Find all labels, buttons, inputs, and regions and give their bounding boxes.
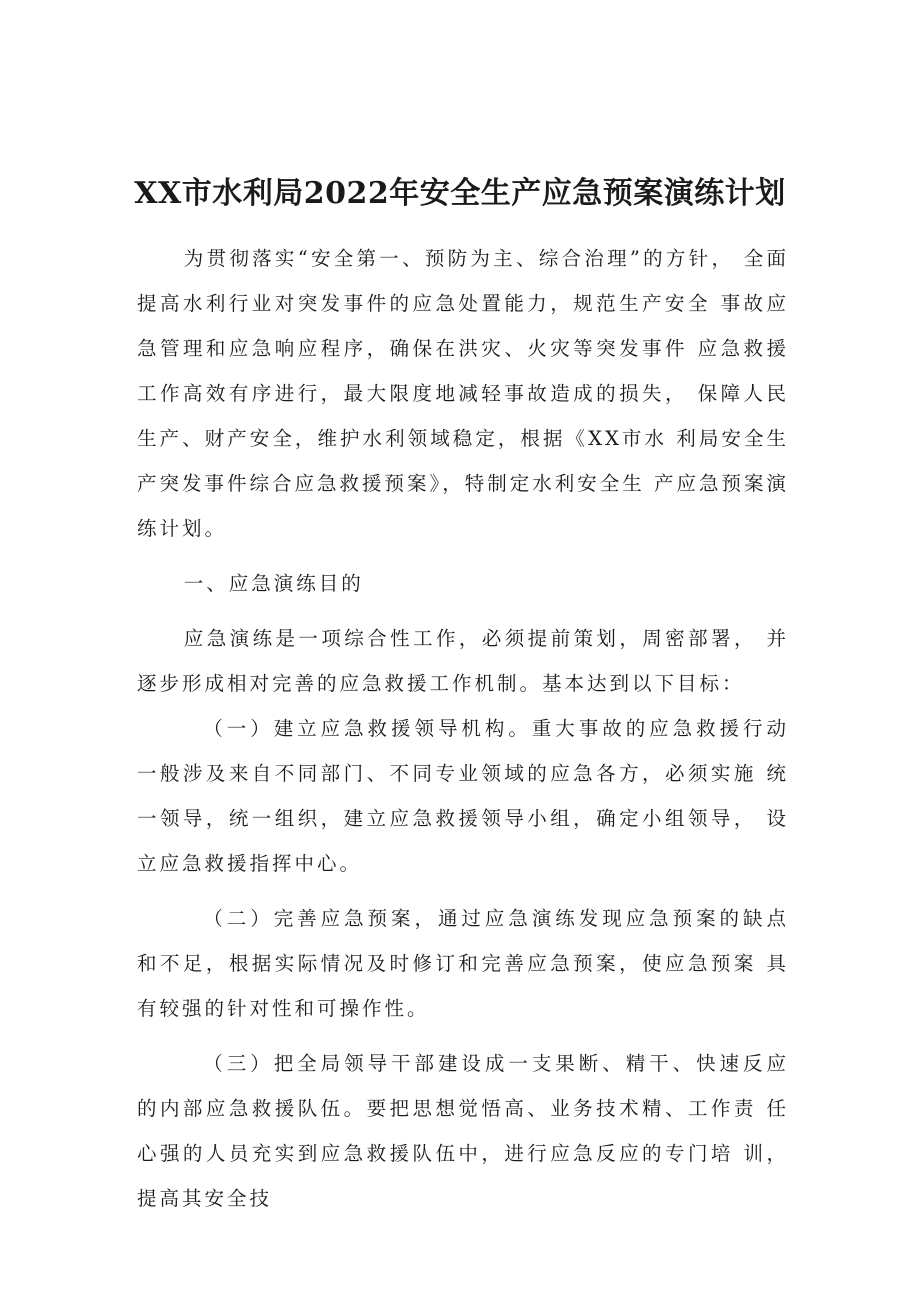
paragraph-item-2: （二）完善应急预案，通过应急演练发现应急预案的缺点 和不足，根据实际情况及时修订和完善应急预案，使应急预案 具有较强的针对性和可操作性。 xyxy=(137,907,789,1020)
section-heading-purpose: 一、应急演练目的 xyxy=(183,572,364,595)
document-body xyxy=(137,236,789,1221)
document-title: XX市水利局2022年安全生产应急预案演练计划 xyxy=(134,176,786,211)
paragraph-item-1: （一）建立应急救援领导机构。重大事故的应急救援行动 一般涉及来自不同部门、不同专业领域的应急各方，必须实施 统一领导，统一组织，建立应急救援领导小组，确定小组领导， 设立应急救援指挥中心。 xyxy=(137,717,789,875)
paragraph-item-3: （三）把全局领导干部建设成一支果断、精干、快速反应 的内部应急救援队伍。要把思想觉悟高、业务技术精、工作责 任心强的人员充实到应急救援队伍中，进行应急反应的专门培 训，提高其安全技 xyxy=(137,1052,789,1210)
paragraph-purpose: 应急演练是一项综合性工作，必须提前策划，周密部署， 并逐步形成相对完善的应急救援工作机制。基本达到以下目标： xyxy=(137,627,789,695)
paragraph-intro: 为贯彻落实“安全第一、预防为主、综合治理”的方针， 全面提高水利行业对突发事件的应急处置能力，规范生产安全 事故应急管理和应急响应程序，确保在洪灾、火灾等突发事件 应急救援工作高效有序进行，最大限度地减轻事故造成的损失， 保障人民生产、财产安全，维护水利领域稳定，根据《XX市水 利局安全生产突发事件综合应急救援预案》，特制定水利安全生 产应急预案演练计划。 xyxy=(137,247,789,540)
